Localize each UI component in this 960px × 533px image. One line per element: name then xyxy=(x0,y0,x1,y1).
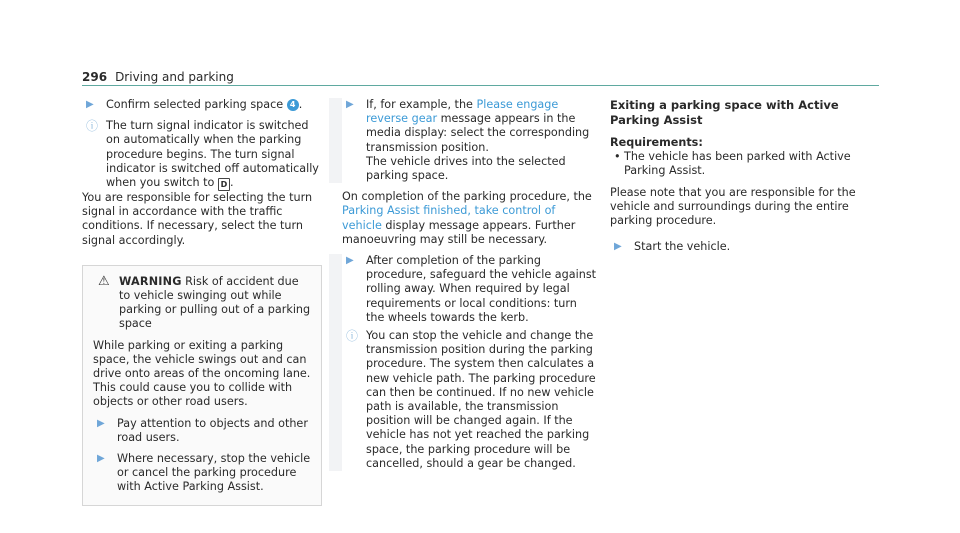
number-badge-icon: 4 xyxy=(287,99,299,111)
arrow-right-icon: ▶ xyxy=(97,453,105,465)
note-change-gear: ⓘ You can stop the vehicle and change the transmission position during the parking procedure. The system then calculates a new vehicle path. The parking procedure can then be continued. If no new vehicle path is available, the transmission position will be changed again. If the vehicle has not yet reached the parking space, the parking procedure will be cancelled, should a gear be changed. xyxy=(346,329,596,470)
step-engage-gear: ▶ If, for example, the Please engage reverse gear message appears in the media display: select the corresponding transmission position. The vehicle drives into the selected parking space. xyxy=(346,98,590,183)
column-middle xyxy=(342,98,598,471)
requirement-item: • The vehicle has been parked with Active Parking Assist. xyxy=(614,150,851,178)
note-turn-signal: ⓘ The turn signal indicator is switched on automatically when the parking procedure begins. The turn signal indicator is switched off automatically when you switch to D . xyxy=(86,119,319,190)
page-header xyxy=(82,70,234,84)
column-right xyxy=(610,98,865,254)
warning-body-1: While parking or exiting a parking space, the vehicle swings out and can drive onto areas of the oncoming lane. xyxy=(93,338,311,381)
arrow-right-icon: ▶ xyxy=(86,99,94,110)
warning-body-2: This could cause you to collide with objects or other road users. xyxy=(93,381,293,409)
display-message-reverse: Please engage reverse gear xyxy=(366,98,559,126)
info-icon: ⓘ xyxy=(86,119,99,134)
arrow-right-icon: ▶ xyxy=(614,241,622,253)
paragraph-completion: On completion of the parking procedure, the Parking Assist finished, take control of vehicle display message appears. Further manoeuvring may still be necessary. xyxy=(342,190,592,246)
step-confirm-space: ▶ Confirm selected parking space 4 . xyxy=(86,98,303,111)
section-heading: Exiting a parking space with Active Parking Assist xyxy=(610,98,839,127)
display-message-finished: Parking Assist finished, take control of vehicle xyxy=(342,204,556,232)
paragraph-responsibility: You are responsible for selecting the turn signal in accordance with the traffic conditions. If necessary, select the turn signal accordingly. xyxy=(82,191,313,247)
arrow-right-icon: ▶ xyxy=(97,417,105,429)
drive-key-icon: D xyxy=(218,178,230,191)
warning-step-stop: ▶ Where necessary, stop the vehicle or cancel the parking procedure with Active Parking Assist. xyxy=(97,452,311,494)
paragraph-note-responsible: Please note that you are responsible for the vehicle and surroundings during the entire parking procedure. xyxy=(610,185,856,228)
step-safeguard: ▶ After completion of the parking procedure, safeguard the vehicle against rolling away. When required by legal requirements or local conditions: turn the wheels towards the kerb. xyxy=(346,254,597,324)
arrow-right-icon: ▶ xyxy=(346,255,354,267)
warning-heading: ⚠ WARNING Risk of accident due to vehicle swinging out while parking or pulling out of a parking space xyxy=(98,273,311,331)
arrow-right-icon: ▶ xyxy=(346,99,354,110)
requirements-label: Requirements: xyxy=(610,136,703,149)
header-rule xyxy=(82,85,879,86)
warning-label: WARNING xyxy=(119,274,182,288)
page-number: 296 xyxy=(82,70,108,84)
section-title: Driving and parking xyxy=(115,70,234,84)
step-start-vehicle: ▶ Start the vehicle. xyxy=(614,240,731,254)
warning-step-attention: ▶ Pay attention to objects and other road users. xyxy=(97,416,308,444)
warning-box xyxy=(82,265,322,506)
column-left xyxy=(82,98,322,506)
warning-triangle-icon: ⚠ xyxy=(98,273,110,289)
info-icon: ⓘ xyxy=(346,329,359,344)
